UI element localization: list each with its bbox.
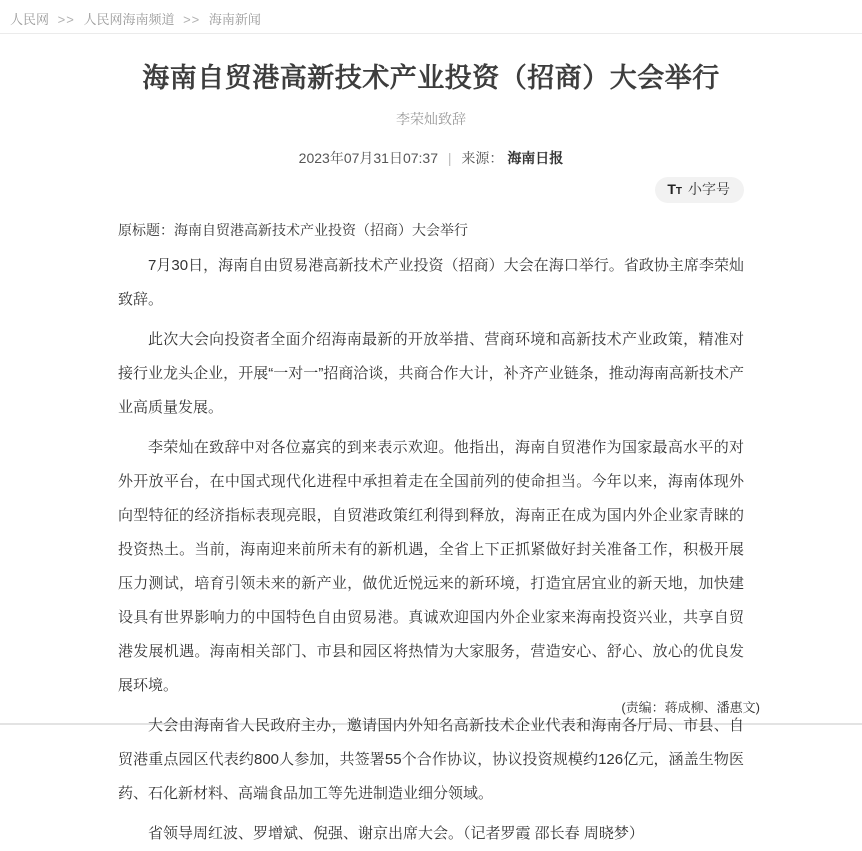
original-title-line bbox=[118, 219, 744, 241]
article-paragraph: 大会由海南省人民政府主办，邀请国内外知名高新技术企业代表和海南各厅局、市县、自贸港重点园区代表约800人参加，共签署55个合作协议，协议投资规模约126亿元，涵盖生物医药、石化新材料、高端食品加工等先进制造业细分领域。 bbox=[118, 717, 744, 802]
article-paragraph: 李荣灿在致辞中对各位嘉宾的到来表示欢迎。他指出，海南自贸港作为国家最高水平的对外开放平台，在中国式现代化进程中承担着走在全国前列的使命担当。今年以来，海南体现外向型特征的经济指标表现亮眼，自贸港政策红利得到释放，海南正在成为国内外企业家青睐的投资热土。当前，海南迎来前所未有的新机遇，全省上下正抓紧做好封关准备工作，积极开展压力测试，培育引领未来的新产业，做优近悦远来的新环境，打造宜居宜业的新天地，加快建设具有世界影响力的中国特色自由贸易港。真诚欢迎国内外企业家来海南投资兴业，共享自贸港发展机遇。海南相关部门、市县和园区将热情为大家服务，营造安心、舒心、放心的优良发展环境。 bbox=[118, 439, 744, 694]
breadcrumb-separator: >> bbox=[183, 12, 201, 27]
breadcrumb-link-hainan-channel[interactable]: 人民网海南频道 bbox=[83, 12, 175, 27]
publish-datetime: 2023年07月31日07:37 bbox=[298, 150, 438, 166]
original-title-label: 原标题： bbox=[118, 222, 174, 238]
font-size-button[interactable] bbox=[655, 177, 744, 203]
breadcrumb-link-hainan-news[interactable]: 海南新闻 bbox=[208, 12, 261, 27]
font-size-icon: TT bbox=[667, 181, 682, 197]
article-paragraph: 7月30日，海南自由贸易港高新技术产业投资（招商）大会在海口举行。省政协主席李荣灿致辞。 bbox=[118, 257, 744, 308]
article-paragraph: 省领导周红波、罗增斌、倪强、谢京出席大会。（记者罗霞 邵长春 周晓梦） bbox=[148, 825, 644, 842]
article-title: 海南自贸港高新技术产业投资（招商）大会举行 bbox=[142, 63, 720, 93]
article-body bbox=[118, 249, 744, 851]
article-toolbar bbox=[118, 177, 744, 203]
article-meta bbox=[118, 148, 744, 168]
breadcrumb-link-peoples-daily[interactable]: 人民网 bbox=[10, 12, 50, 27]
source-label: 来源： bbox=[461, 150, 504, 166]
article-subtitle: 李荣灿致辞 bbox=[396, 111, 466, 127]
original-title-text: 海南自贸港高新技术产业投资（招商）大会举行 bbox=[174, 222, 468, 238]
breadcrumb-separator: >> bbox=[57, 12, 75, 27]
editor-credit: (责编：蒋成柳、潘惠文) bbox=[621, 700, 760, 715]
meta-divider: | bbox=[447, 150, 452, 166]
article-paragraph: 此次大会向投资者全面介绍海南最新的开放举措、营商环境和高新技术产业政策，精准对接行业龙头企业，开展“一对一”招商洽谈，共商合作大计，补齐产业链条，推动海南高新技术产业高质量发展。 bbox=[118, 331, 744, 416]
article-content bbox=[118, 34, 744, 851]
font-size-label: 小字号 bbox=[688, 181, 730, 197]
source-link[interactable]: 海南日报 bbox=[507, 150, 564, 166]
breadcrumb bbox=[0, 0, 862, 34]
